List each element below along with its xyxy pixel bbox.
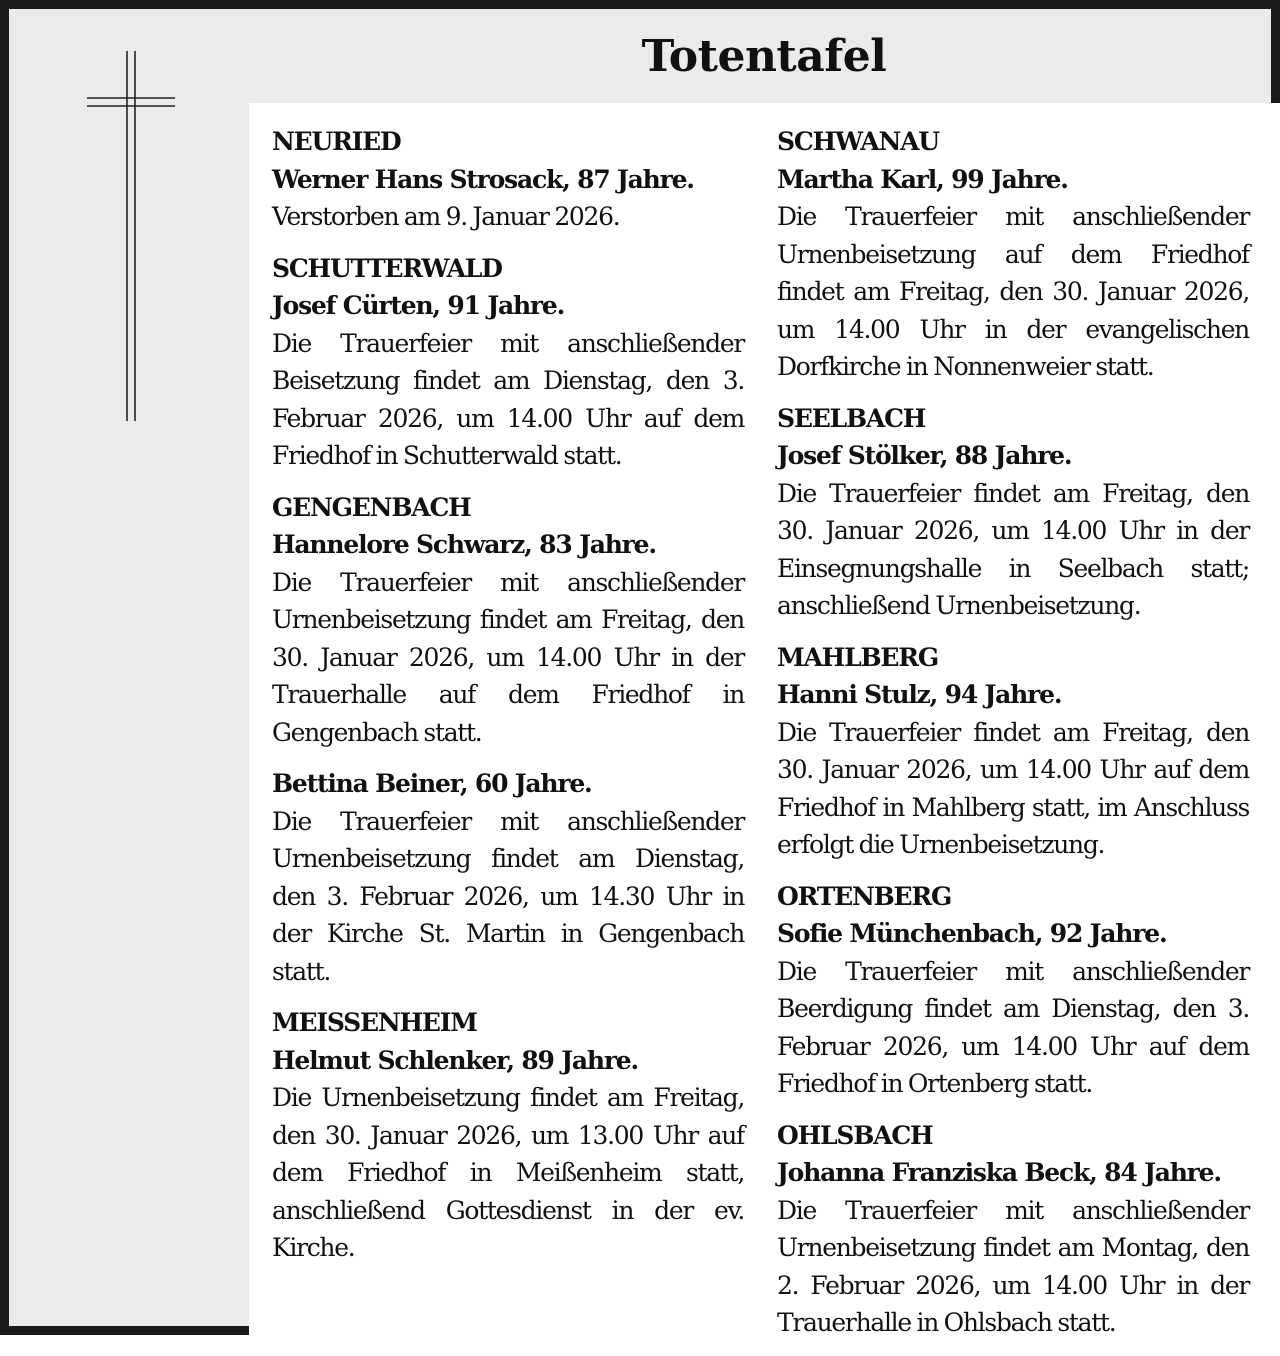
- place-name: OHLSBACH: [777, 1120, 933, 1150]
- cross-icon: [87, 51, 177, 423]
- obituary-entry: [777, 123, 1249, 386]
- left-column: [272, 123, 744, 1281]
- place-name: SEELBACH: [777, 403, 926, 433]
- ceremony-text: Die Trauerfeier mit anschließender Beisetzung findet am Dienstag, den 3. Februar 2026, um 14.00 Uhr auf dem Friedhof in Schutterwald statt.: [272, 328, 744, 470]
- place-name: GENGENBACH: [272, 492, 471, 522]
- deceased-name: Werner Hans Strosack, 87 Jahre.: [272, 164, 694, 194]
- obituary-entry: [272, 250, 744, 475]
- ceremony-text: Die Urnenbeisetzung findet am Freitag, den 30. Januar 2026, um 13.00 Uhr auf dem Friedhof in Meißenheim statt, anschließend Gottesdienst in der ev. Kirche.: [272, 1083, 744, 1262]
- ceremony-text: Die Trauerfeier findet am Freitag, den 30. Januar 2026, um 14.00 Uhr in der Einsegnungshalle in Seelbach statt; anschließend Urnenbeisetzung.: [777, 478, 1249, 620]
- right-column: [777, 123, 1249, 1356]
- ceremony-text: Verstorben am 9. Januar 2026.: [272, 202, 620, 231]
- deceased-name: Helmut Schlenker, 89 Jahre.: [272, 1045, 639, 1075]
- obituary-entry: [272, 1004, 744, 1267]
- ceremony-text: Die Trauerfeier mit anschließender Urnenbeisetzung findet am Freitag, den 30. Januar 2026, um 14.00 Uhr in der Trauerhalle auf dem Friedhof in Gengenbach statt.: [272, 567, 744, 747]
- ceremony-text: Die Trauerfeier mit anschließender Urnenbeisetzung findet am Dienstag, den 3. Februar 2026, um 14.30 Uhr in der Kirche St. Martin in Gengenbach statt.: [272, 806, 744, 986]
- page-title: Totentafel: [641, 31, 887, 82]
- obituary-panel: [249, 103, 1280, 1335]
- ceremony-text: Die Trauerfeier mit anschließender Urnenbeisetzung auf dem Friedhof findet am Freitag, den 30. Januar 2026, um 14.00 Uhr in der evangelischen Dorfkirche in Nonnenweier statt.: [777, 202, 1249, 381]
- deceased-name: Hannelore Schwarz, 83 Jahre.: [272, 530, 656, 559]
- place-name: SCHUTTERWALD: [272, 253, 502, 283]
- obituary-entry: [777, 878, 1249, 1103]
- obituary-entry: [777, 639, 1249, 864]
- place-name: NEURIED: [272, 127, 401, 156]
- deceased-name: Sofie Münchenbach, 92 Jahre.: [777, 919, 1167, 948]
- ceremony-text: Die Trauerfeier mit anschließender Urnenbeisetzung findet am Montag, den 2. Februar 2026, um 14.00 Uhr in der Trauerhalle in Ohlsbach statt.: [777, 1195, 1249, 1337]
- obituary-entry: [272, 489, 744, 752]
- deceased-name: Johanna Franziska Beck, 84 Jahre.: [777, 1158, 1221, 1187]
- ceremony-text: Die Trauerfeier findet am Freitag, den 30. Januar 2026, um 14.00 Uhr auf dem Friedhof in Mahlberg statt, im Anschluss erfolgt die Urnenbeisetzung.: [777, 717, 1249, 859]
- obituary-entry: [777, 1117, 1249, 1342]
- deceased-name: Bettina Beiner, 60 Jahre.: [272, 769, 592, 798]
- place-name: MEISSENHEIM: [272, 1008, 477, 1037]
- obituary-entry: [272, 765, 744, 990]
- obituary-entry: [777, 400, 1249, 625]
- place-name: ORTENBERG: [777, 881, 952, 911]
- deceased-name: Martha Karl, 99 Jahre.: [777, 164, 1068, 194]
- ceremony-text: Die Trauerfeier mit anschließender Beerdigung findet am Dienstag, den 3. Februar 2026, um 14.00 Uhr auf dem Friedhof in Ortenberg statt.: [777, 956, 1249, 1098]
- place-name: MAHLBERG: [777, 642, 938, 672]
- place-name: SCHWANAU: [777, 127, 939, 156]
- obituary-entry: [272, 123, 744, 236]
- deceased-name: Josef Cürten, 91 Jahre.: [272, 291, 565, 320]
- deceased-name: Josef Stölker, 88 Jahre.: [777, 441, 1072, 470]
- deceased-name: Hanni Stulz, 94 Jahre.: [777, 680, 1062, 709]
